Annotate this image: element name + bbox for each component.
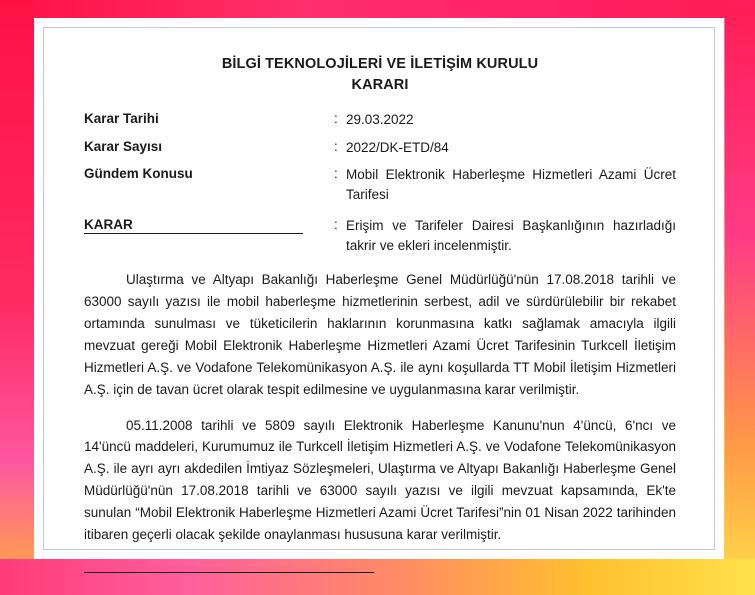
decorative-gradient-right — [725, 0, 755, 595]
document-title-line-2: KARARI — [351, 77, 409, 94]
meta-separator-karar: : — [334, 217, 338, 233]
decorative-gradient-left-bottom — [0, 300, 34, 595]
decorative-gradient-top — [0, 0, 755, 18]
meta-separator-gundem-konusu: : — [334, 166, 338, 182]
meta-label-gundem-konusu: Gündem Konusu — [84, 166, 193, 182]
meta-label-karar: KARAR — [84, 217, 303, 234]
document-content — [84, 54, 676, 573]
document-sheet — [43, 27, 715, 550]
signature-line — [84, 572, 374, 573]
meta-row-gundem-konusu — [84, 165, 676, 204]
meta-value-karar-tarihi: 29.03.2022 — [346, 112, 414, 128]
meta-separator-karar-tarihi: : — [334, 111, 338, 127]
meta-value-karar: Erişim ve Tarifeler Dairesi Başkanlığının hazırladığı takrir ve ekleri incelenmiştir. — [346, 218, 676, 253]
paragraph-2: 05.11.2008 tarihli ve 5809 sayılı Elektronik Haberleşme Kanunu'nun 4'üncü, 6'ncı ve 14'üncü maddeleri, Kurumumuz ile Turkcell İletişim Hizmetleri A.Ş. ve Vodafone Telekomünikasyon A.Ş. ile ayrı ayrı akdedilen İmtiyaz Sözleşmeleri, Ulaştırma ve Altyapı Bakanlığı Haberleşme Genel Müdürlüğü'nün 17.08.2018 tarihli ve 63000 sayılı yazısı ve ilgili mevzuat kapsamında, Ek'te sunulan “Mobil Elektronik Haberleşme Hizmetleri Azami Ücret Tarifesi”nin 01 Nisan 2022 tarihinden itibaren geçerli olacak şekilde onaylanması hususuna karar verilmiştir. — [84, 417, 676, 542]
paragraph-1: Ulaştırma ve Altyapı Bakanlığı Haberleşme Genel Müdürlüğü'nün 17.08.2018 tarihli ve 63000 sayılı yazısı ile mobil haberleşme hizmetlerinin serbest, adil ve sürdürülebilir bir rekabet ortamında sunulması ve tüketicilerin haklarının korunmasına katkı sağlamak amacıyla ilgili mevzuat gereği Mobil Elektronik Haberleşme Hizmetleri Azami Ücret Tarifesinin Turkcell İletişim Hizmetleri A.Ş. ve Vodafone Telekomünikasyon A.Ş. ile aynı koşullarda TT Mobil İletişim Hizmetleri A.Ş. için de tavan ücret olarak tespit edilmesine ve uygulanmasına karar verilmiştir. — [84, 272, 676, 397]
meta-value-karar-sayisi: 2022/DK-ETD/84 — [346, 139, 449, 155]
meta-label-karar-tarihi: Karar Tarihi — [84, 111, 159, 127]
meta-value-gundem-konusu: Mobil Elektronik Haberleşme Hizmetleri Azami Ücret Tarifesi — [346, 167, 676, 202]
decorative-gradient-left-top — [0, 0, 34, 300]
meta-separator-karar-sayisi: : — [334, 138, 338, 154]
meta-label-karar-wrap — [84, 216, 334, 234]
meta-label-karar-sayisi: Karar Sayısı — [84, 138, 163, 154]
document-title — [84, 54, 676, 96]
meta-row-karar — [84, 216, 676, 255]
document-meta-block — [84, 110, 676, 255]
meta-row-karar-tarihi — [84, 110, 676, 130]
document-page — [34, 18, 724, 559]
meta-row-karar-sayisi — [84, 138, 676, 158]
document-title-line-1: BİLGİ TEKNOLOJİLERİ VE İLETİŞİM KURULU — [221, 56, 539, 72]
